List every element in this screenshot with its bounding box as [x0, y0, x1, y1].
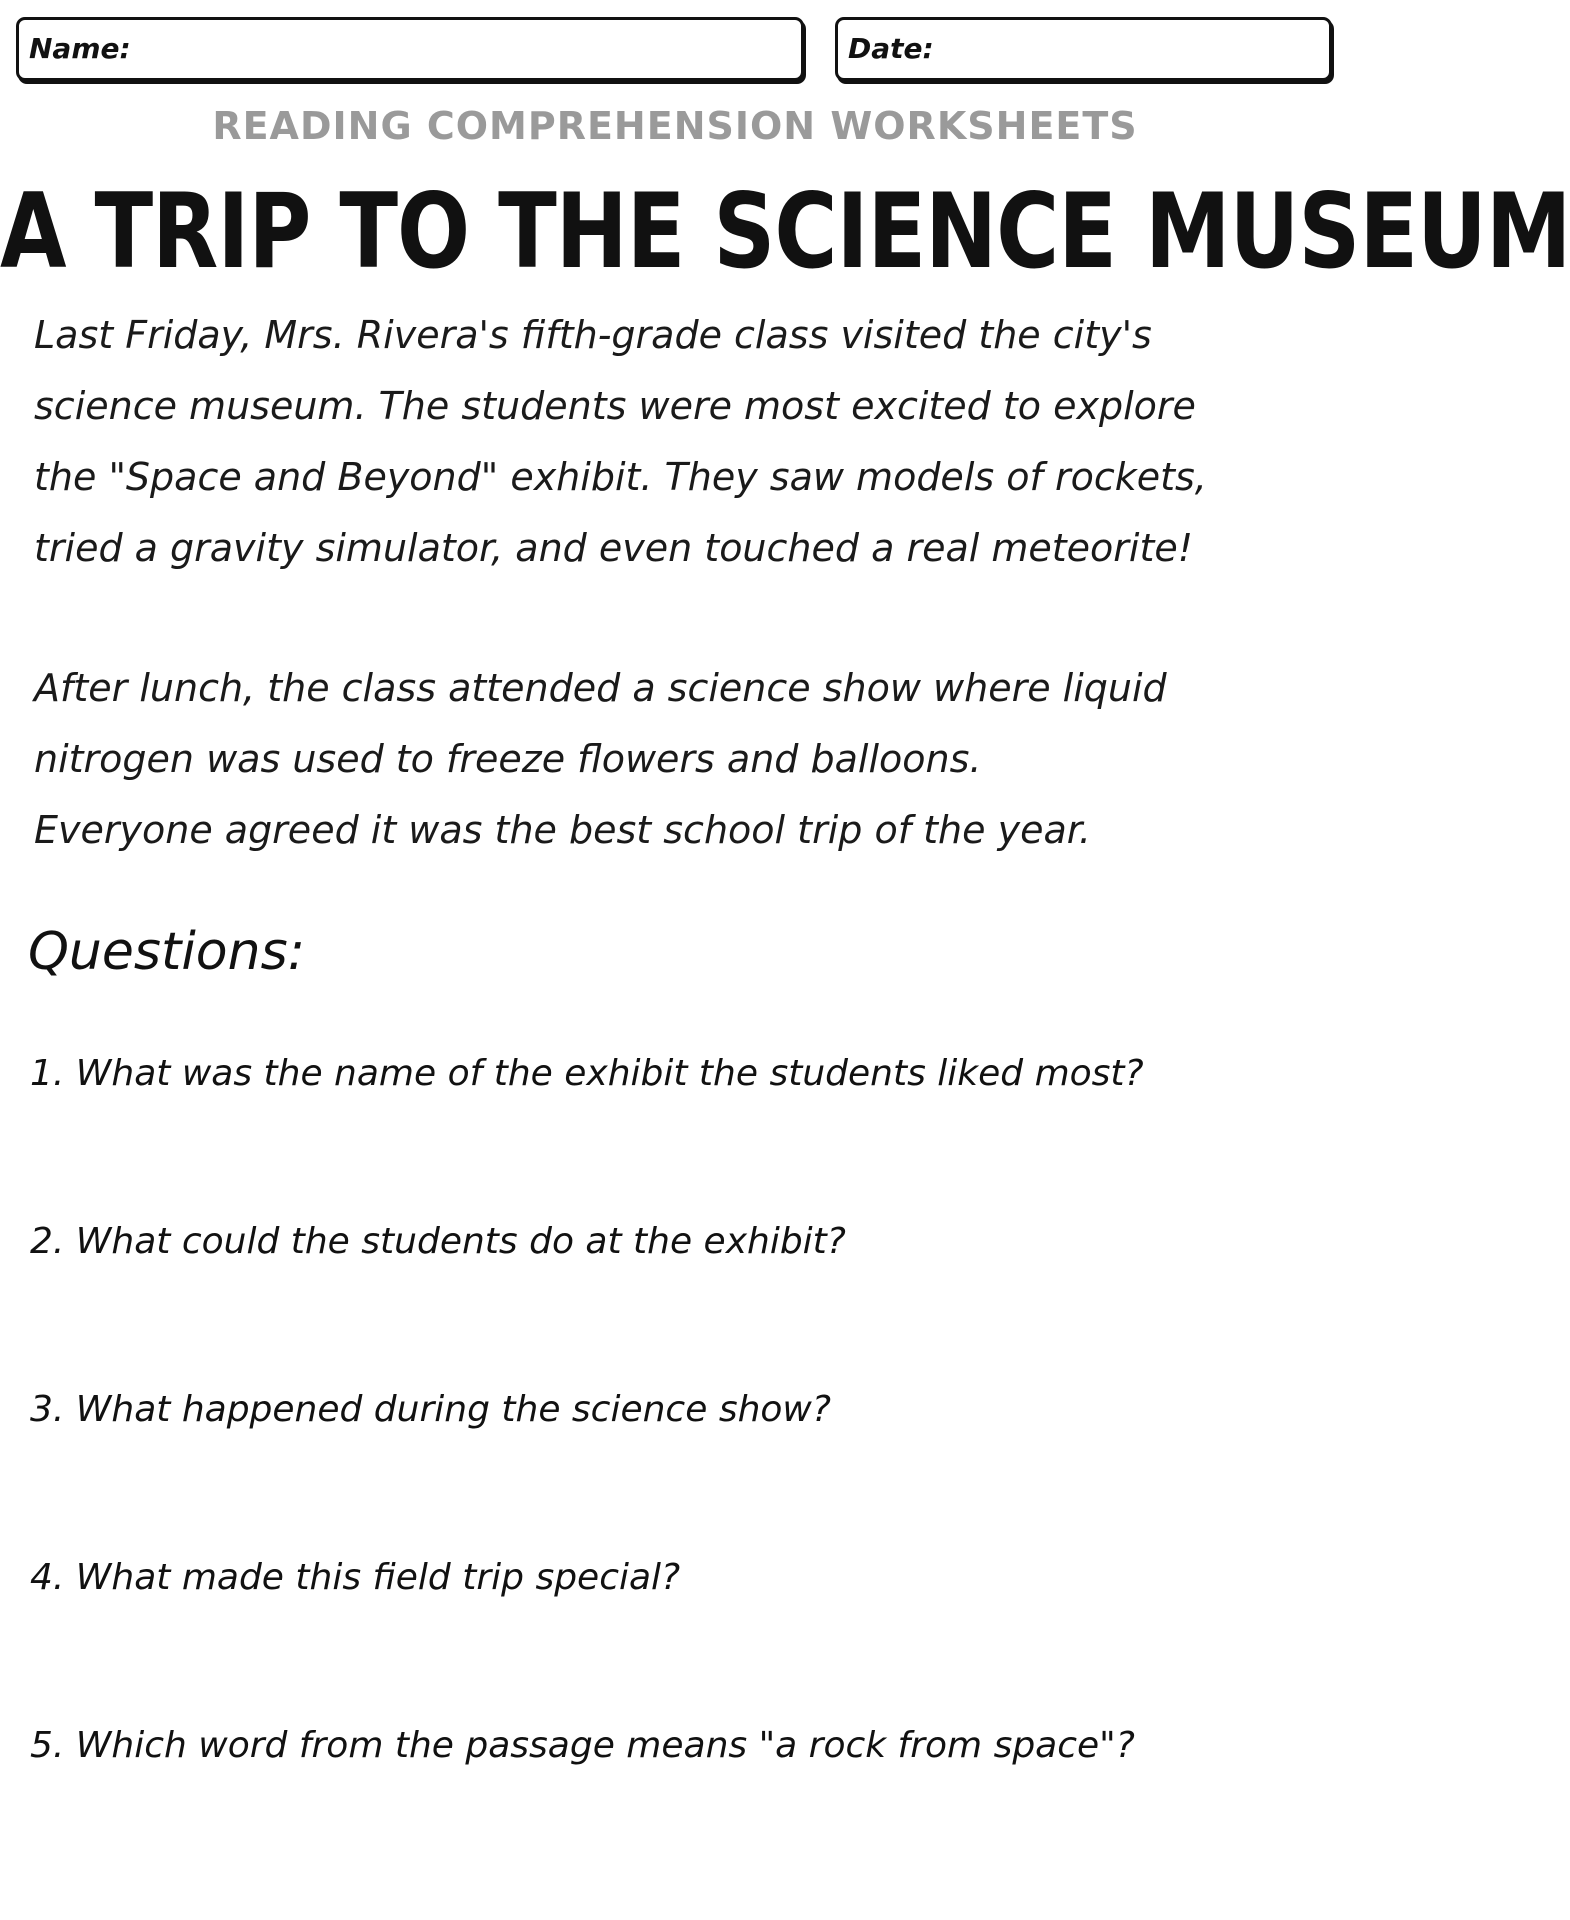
question-2 [30, 1218, 1320, 1266]
worksheet-category: READING COMPREHENSION WORKSHEETS [212, 104, 1138, 148]
name-input[interactable] [129, 28, 789, 70]
passage-line: tried a gravity simulator, and even touched a real meteorite! [34, 526, 1193, 570]
question-text: 5. Which word from the passage means "a rock from space"? [30, 1725, 1135, 1766]
passage-line: Everyone agreed it was the best school trip of the year. [34, 808, 1091, 852]
questions-heading: Questions: [28, 922, 306, 982]
name-field[interactable] [16, 17, 804, 81]
question-1 [30, 1050, 1320, 1098]
date-field[interactable] [835, 17, 1332, 81]
date-label: Date: [848, 32, 934, 65]
passage-paragraph-2 [34, 653, 1334, 866]
passage-line: After lunch, the class attended a science show where liquid [34, 666, 1167, 710]
passage-line: science museum. The students were most excited to explore [34, 384, 1196, 428]
date-input[interactable] [938, 28, 1317, 70]
answer-field-5[interactable] [30, 1778, 1320, 1872]
passage-paragraph-1 [34, 300, 1334, 584]
question-5 [30, 1722, 1320, 1770]
question-text: 2. What could the students do at the exhibit? [30, 1221, 846, 1262]
answer-field-3[interactable] [30, 1442, 1320, 1536]
question-text: 4. What made this field trip special? [30, 1557, 681, 1598]
answer-field-1[interactable] [30, 1106, 1320, 1200]
question-4 [30, 1554, 1320, 1602]
page-title: A TRIP TO THE SCIENCE MUSEUM [0, 172, 1570, 292]
question-3 [30, 1386, 1320, 1434]
question-text: 1. What was the name of the exhibit the students liked most? [30, 1053, 1144, 1094]
answer-field-2[interactable] [30, 1274, 1320, 1368]
name-label: Name: [29, 32, 131, 65]
answer-field-4[interactable] [30, 1610, 1320, 1704]
passage-line: the "Space and Beyond" exhibit. They saw models of rockets, [34, 455, 1207, 499]
passage-line: Last Friday, Mrs. Rivera's fifth-grade class visited the city's [34, 313, 1152, 357]
question-text: 3. What happened during the science show? [30, 1389, 831, 1430]
passage-line: nitrogen was used to freeze flowers and balloons. [34, 737, 982, 781]
